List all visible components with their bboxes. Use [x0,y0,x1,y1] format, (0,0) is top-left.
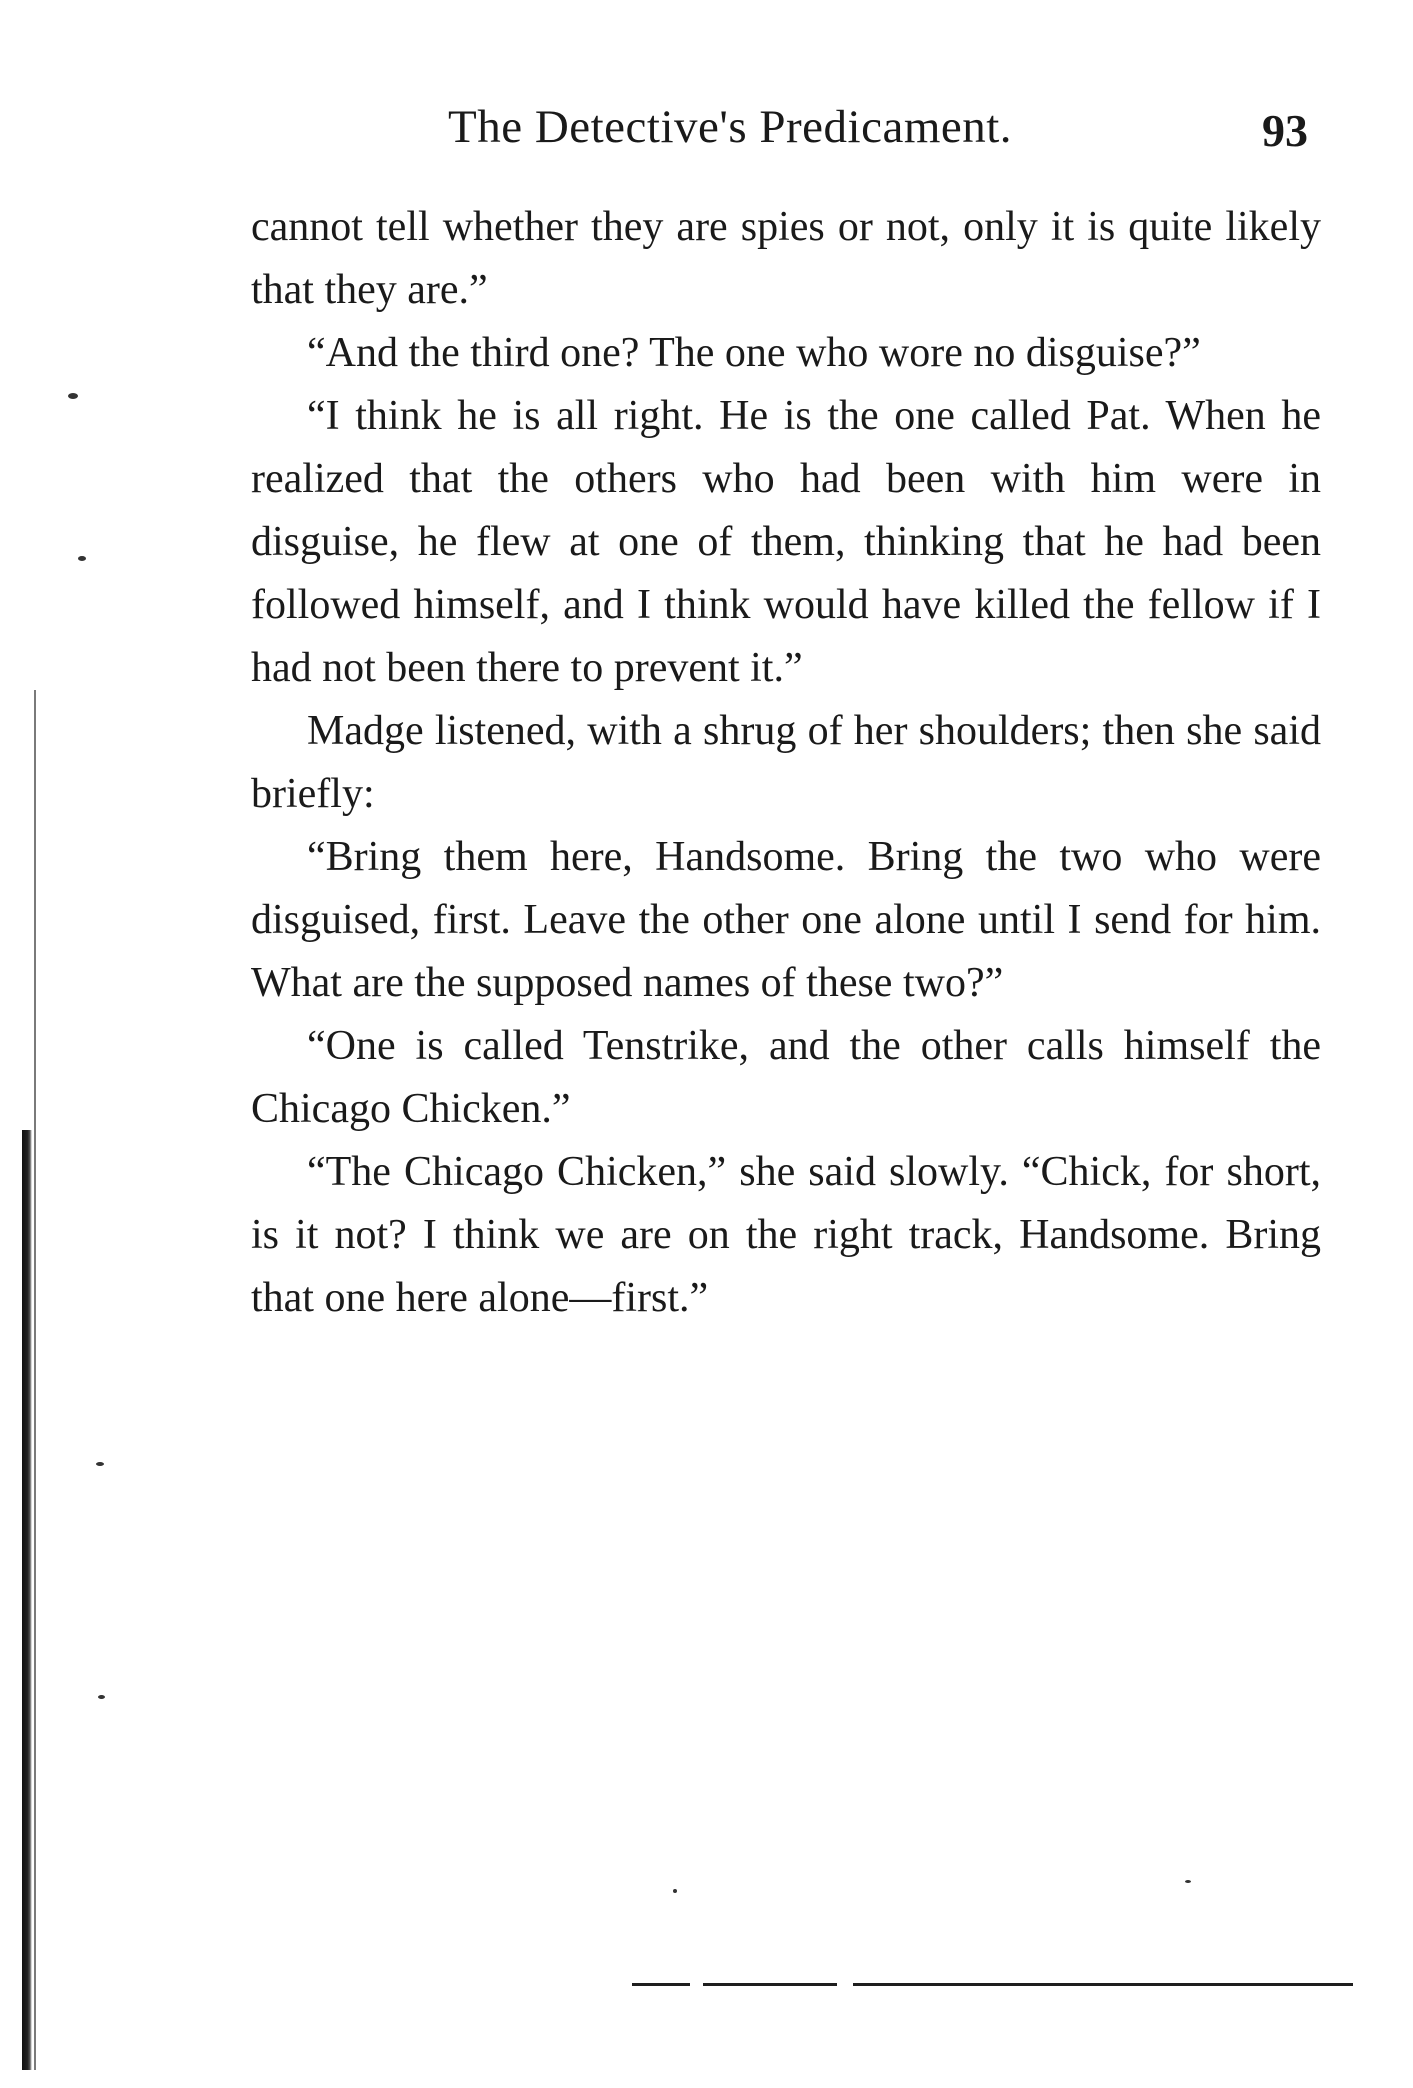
scan-speck [1185,1880,1191,1883]
paragraph: “The Chicago Chicken,” she said slowly. “Chick, for short, is it not? I think we are on the right track, Handsome. Bring that one here alone—first.” [251,1149,1321,1321]
paragraph: “One is called Tenstrike, and the other calls himself the Chicago Chicken.” [251,1023,1321,1132]
running-head [0,100,1413,160]
scan-speck [96,1462,104,1466]
paragraph: cannot tell whether they are spies or not, only it is quite likely that they are.” [251,204,1321,313]
footer-rule [632,1983,690,1986]
scan-speck [68,393,78,399]
paragraph: “I think he is all right. He is the one called Pat. When he realized that the others who had been with him were in disguise, he flew at one of them, thinking that he had been followed himself, and I think would have killed the fellow if I had not been there to prevent it.” [251,393,1321,691]
footer-rule [703,1983,837,1986]
scan-speck [78,556,86,561]
page-number: 93 [1262,105,1308,156]
paragraph: “And the third one? The one who wore no disguise?” [307,330,1201,376]
binding-edge-line [34,690,36,2070]
scan-speck [673,1889,677,1893]
scan-speck [98,1695,105,1699]
binding-edge-shadow [22,1130,32,2070]
running-title: The Detective's Predicament. [448,101,1013,153]
paragraph: “Bring them here, Handsome. Bring the two who were disguised, first. Leave the other one alone until I send for him. What are the supposed names of these two?” [251,834,1321,1006]
paragraph: Madge listened, with a shrug of her shoulders; then she said briefly: [251,708,1321,817]
footer-rule [853,1983,1353,1986]
body-text [251,196,1321,1330]
